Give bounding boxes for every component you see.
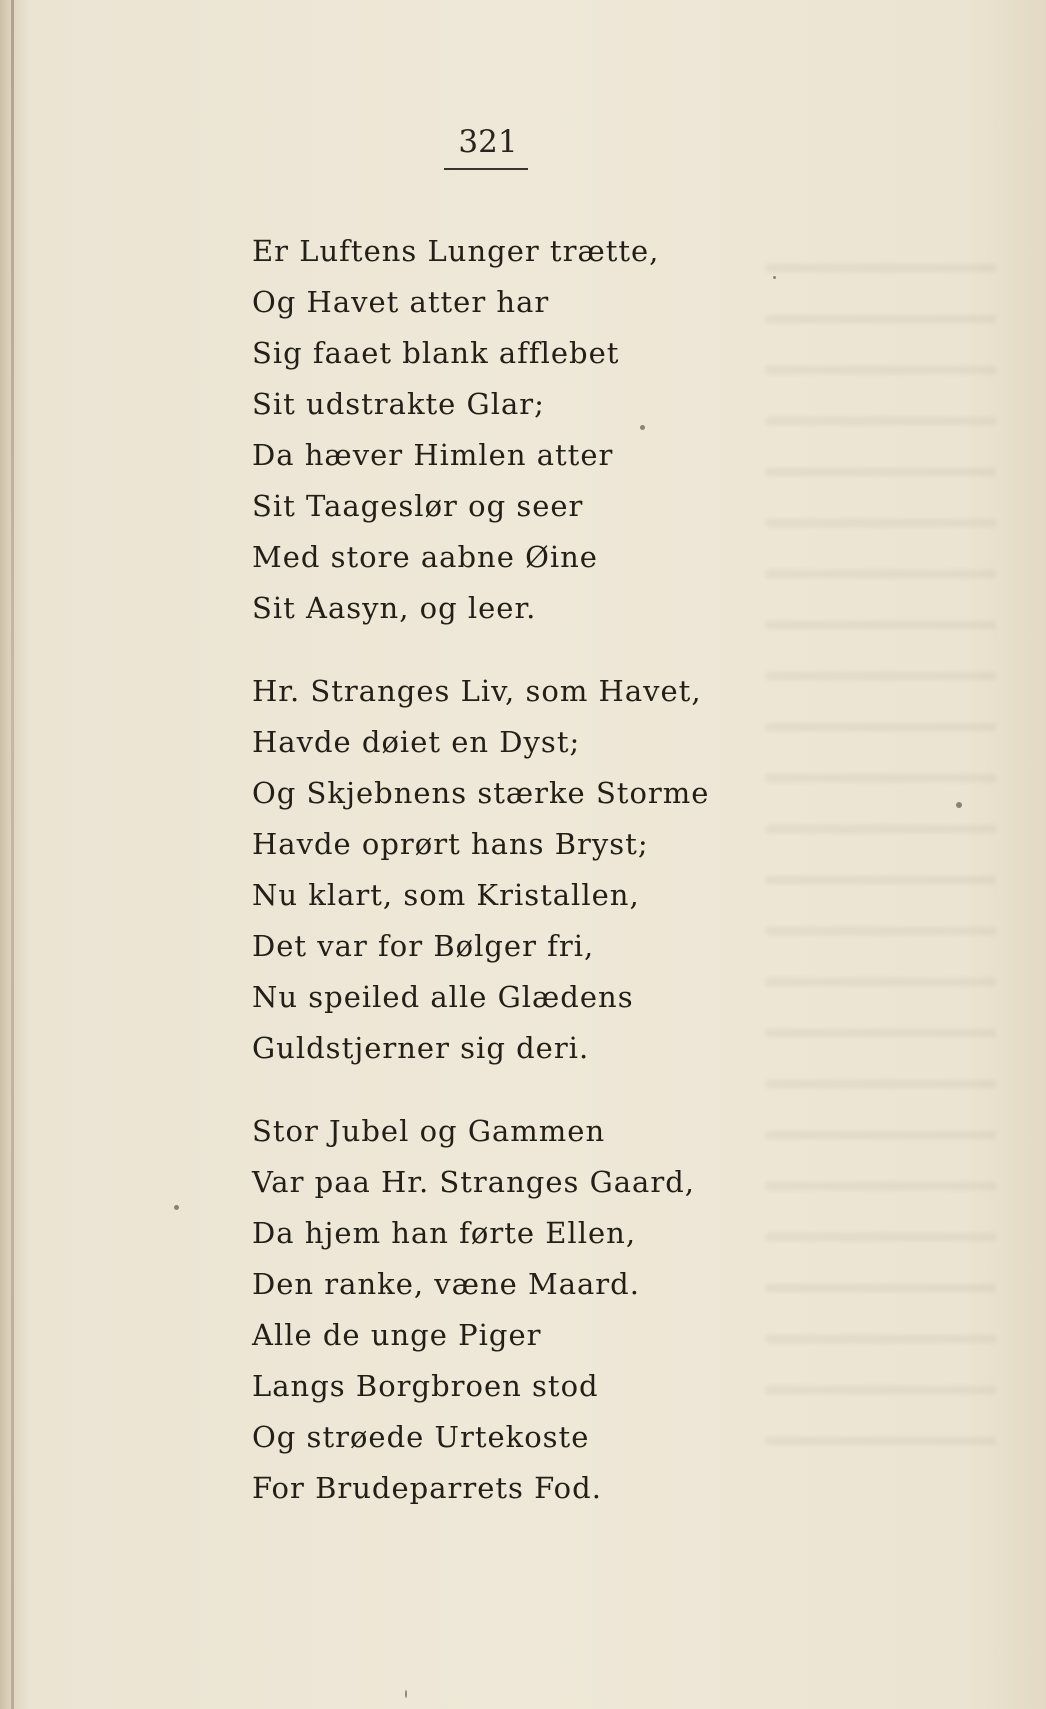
paper-speck — [956, 802, 962, 808]
paper-speck — [174, 1205, 179, 1210]
verse-line: Var paa Hr. Stranges Gaard, — [252, 1165, 695, 1199]
verse-line: Nu klart, som Kristallen, — [252, 878, 640, 912]
verse-line: Langs Borgbroen stod — [252, 1369, 599, 1403]
verse-line: Det var for Bølger fri, — [252, 929, 595, 963]
verse-line: Havde oprørt hans Bryst; — [252, 827, 649, 861]
page-gutter — [11, 0, 14, 1709]
header-rule — [444, 168, 528, 170]
stanza — [252, 666, 752, 1074]
show-through-text — [766, 230, 996, 1480]
verse-line: Alle de unge Piger — [252, 1318, 542, 1352]
verse-line: Med store aabne Øine — [252, 540, 598, 574]
verse-line: Hr. Stranges Liv, som Havet, — [252, 674, 702, 708]
paper-speck — [773, 276, 776, 279]
paper-speck — [405, 1690, 407, 1698]
verse-line: Sit udstrakte Glar; — [252, 387, 545, 421]
verse-line: Sit Taageslør og seer — [252, 489, 584, 523]
verse-line: Er Luftens Lunger trætte, — [252, 234, 660, 268]
verse-line: Nu speiled alle Glædens — [252, 980, 634, 1014]
verse-line: Guldstjerner sig deri. — [252, 1031, 590, 1065]
verse-line: Og strøede Urtekoste — [252, 1420, 590, 1454]
verse-line: Stor Jubel og Gammen — [252, 1114, 606, 1148]
page-number: 321 — [458, 124, 518, 160]
verse-line: Sig faaet blank afflebet — [252, 336, 620, 370]
verse-line: Havde døiet en Dyst; — [252, 725, 581, 759]
verse-line: Og Havet atter har — [252, 285, 550, 319]
poem — [252, 226, 752, 1546]
verse-line: Den ranke, væne Maard. — [252, 1267, 640, 1301]
verse-line: Da hjem han førte Ellen, — [252, 1216, 637, 1250]
verse-line: Da hæver Himlen atter — [252, 438, 614, 472]
verse-line: Sit Aasyn, og leer. — [252, 591, 537, 625]
stanza — [252, 1106, 752, 1514]
verse-line: Og Skjebnens stærke Storme — [252, 776, 710, 810]
stanza — [252, 226, 752, 634]
verse-line: For Brudeparrets Fod. — [252, 1471, 602, 1505]
